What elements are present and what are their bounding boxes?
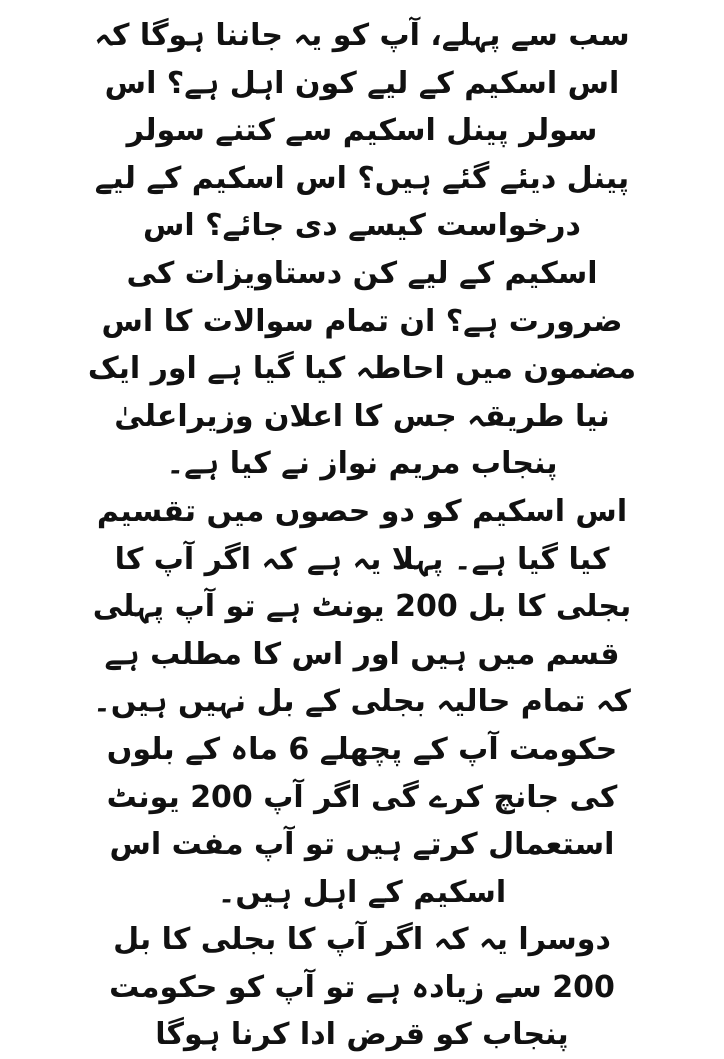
text-line: نیا طریقہ جس کا اعلان وزیراعلیٰ xyxy=(114,398,610,434)
text-line: پنجاب کو قرض ادا کرنا ہوگا xyxy=(155,1017,569,1053)
text-line: اسکیم کے اہل ہیں۔ xyxy=(217,874,507,910)
text-line: پینل دیئے گئے ہیں؟ اس اسکیم کے لیے xyxy=(94,160,630,196)
text-line: قسم میں ہیں اور اس کا مطلب ہے xyxy=(104,636,620,672)
text-line: مضمون میں احاطہ کیا گیا ہے اور ایک xyxy=(87,351,637,387)
text-line: بجلی کا بل 200 یونٹ ہے تو آپ پہلی xyxy=(92,589,632,625)
text-line: 200 سے زیادہ ہے تو آپ کو حکومت xyxy=(109,969,615,1005)
text-line: کہ تمام حالیہ بجلی کے بل نہیں ہیں۔ xyxy=(93,684,631,720)
text-line: استعمال کرتے ہیں تو آپ مفت اس xyxy=(109,827,615,863)
text-line: سولر پینل اسکیم سے کتنے سولر xyxy=(126,113,598,149)
text-line: ضرورت ہے؟ ان تمام سوالات کا اس xyxy=(101,303,623,339)
text-line: حکومت آپ کے پچھلے 6 ماہ کے بلوں xyxy=(106,731,618,767)
text-line: کیا گیا ہے۔ پہلا یہ ہے کہ اگر آپ کا xyxy=(114,541,610,577)
text-line: پنجاب مریم نواز نے کیا ہے۔ xyxy=(166,446,558,482)
text-line: اس اسکیم کو دو حصوں میں تقسیم xyxy=(96,493,628,529)
text-line: سب سے پہلے، آپ کو یہ جاننا ہوگا کہ xyxy=(94,18,630,53)
text-line: اس اسکیم کے لیے کون اہل ہے؟ اس xyxy=(104,65,620,101)
text-line: اسکیم کے لیے کن دستاویزات کی xyxy=(126,255,598,291)
text-line: دوسرا یہ کہ اگر آپ کا بجلی کا بل xyxy=(113,922,611,958)
text-line: کی جانچ کرے گی اگر آپ 200 یونٹ xyxy=(106,779,618,815)
text-line: درخواست کیسے دی جائے؟ اس xyxy=(143,208,581,244)
